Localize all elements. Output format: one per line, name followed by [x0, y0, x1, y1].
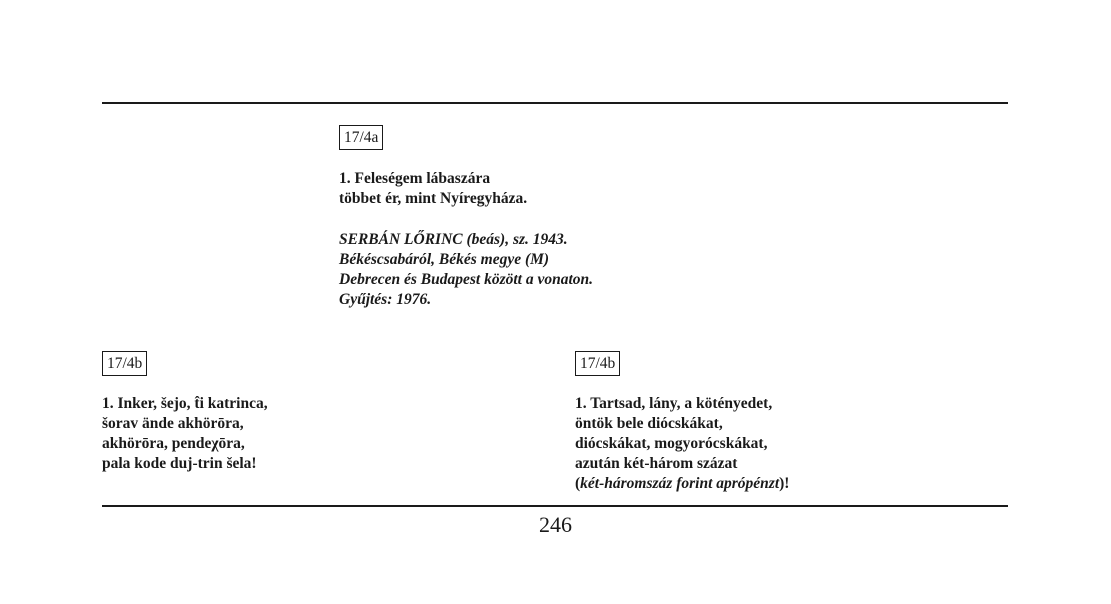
explanation-text: két-háromszáz forint aprópénzt	[580, 475, 780, 492]
song-17-4b-original	[102, 351, 268, 474]
song-17-4a	[339, 125, 527, 209]
song-17-4b-translation	[575, 351, 789, 494]
verse-line: akhörōra, pendeχōra,	[102, 435, 245, 452]
singer-origin: Békéscsabáról, Békés megye (M)	[339, 251, 550, 268]
verse-line: diócskákat, mogyorócskákat,	[575, 435, 768, 452]
singer-name: SERBÁN LŐRINC (beás), sz. 1943.	[339, 231, 568, 248]
song-label: 17/4b	[102, 351, 147, 376]
verse-line: 1. Feleségem lábaszára	[339, 170, 491, 187]
bottom-rule	[102, 505, 1008, 507]
verse-line: többet ér, mint Nyíregyháza.	[339, 190, 528, 207]
verse	[102, 394, 268, 474]
verse-line: 1. Tartsad, lány, a kötényedet,	[575, 395, 773, 412]
paren-close: )!	[779, 475, 790, 492]
song-label: 17/4a	[339, 125, 383, 150]
verse	[575, 394, 789, 494]
paren-open: (	[575, 475, 581, 492]
verse-line: öntök bele diócskákat,	[575, 415, 723, 432]
top-rule	[102, 102, 1008, 104]
verse	[339, 169, 527, 209]
page-number: 246	[539, 512, 572, 537]
verse-line: azután két-három százat	[575, 455, 738, 472]
verse-line-explanation	[575, 474, 789, 494]
verse-line: 1. Inker, šejo, t̂i katrinca,	[102, 395, 268, 412]
verse-line: šorav ände akhörōra,	[102, 415, 244, 432]
singer-info	[339, 230, 593, 310]
verse-line: pala kode duj-trin šela!	[102, 455, 257, 472]
collection-year: Gyűjtés: 1976.	[339, 291, 432, 308]
song-label: 17/4b	[575, 351, 620, 376]
recording-place: Debrecen és Budapest között a vonaton.	[339, 271, 594, 288]
